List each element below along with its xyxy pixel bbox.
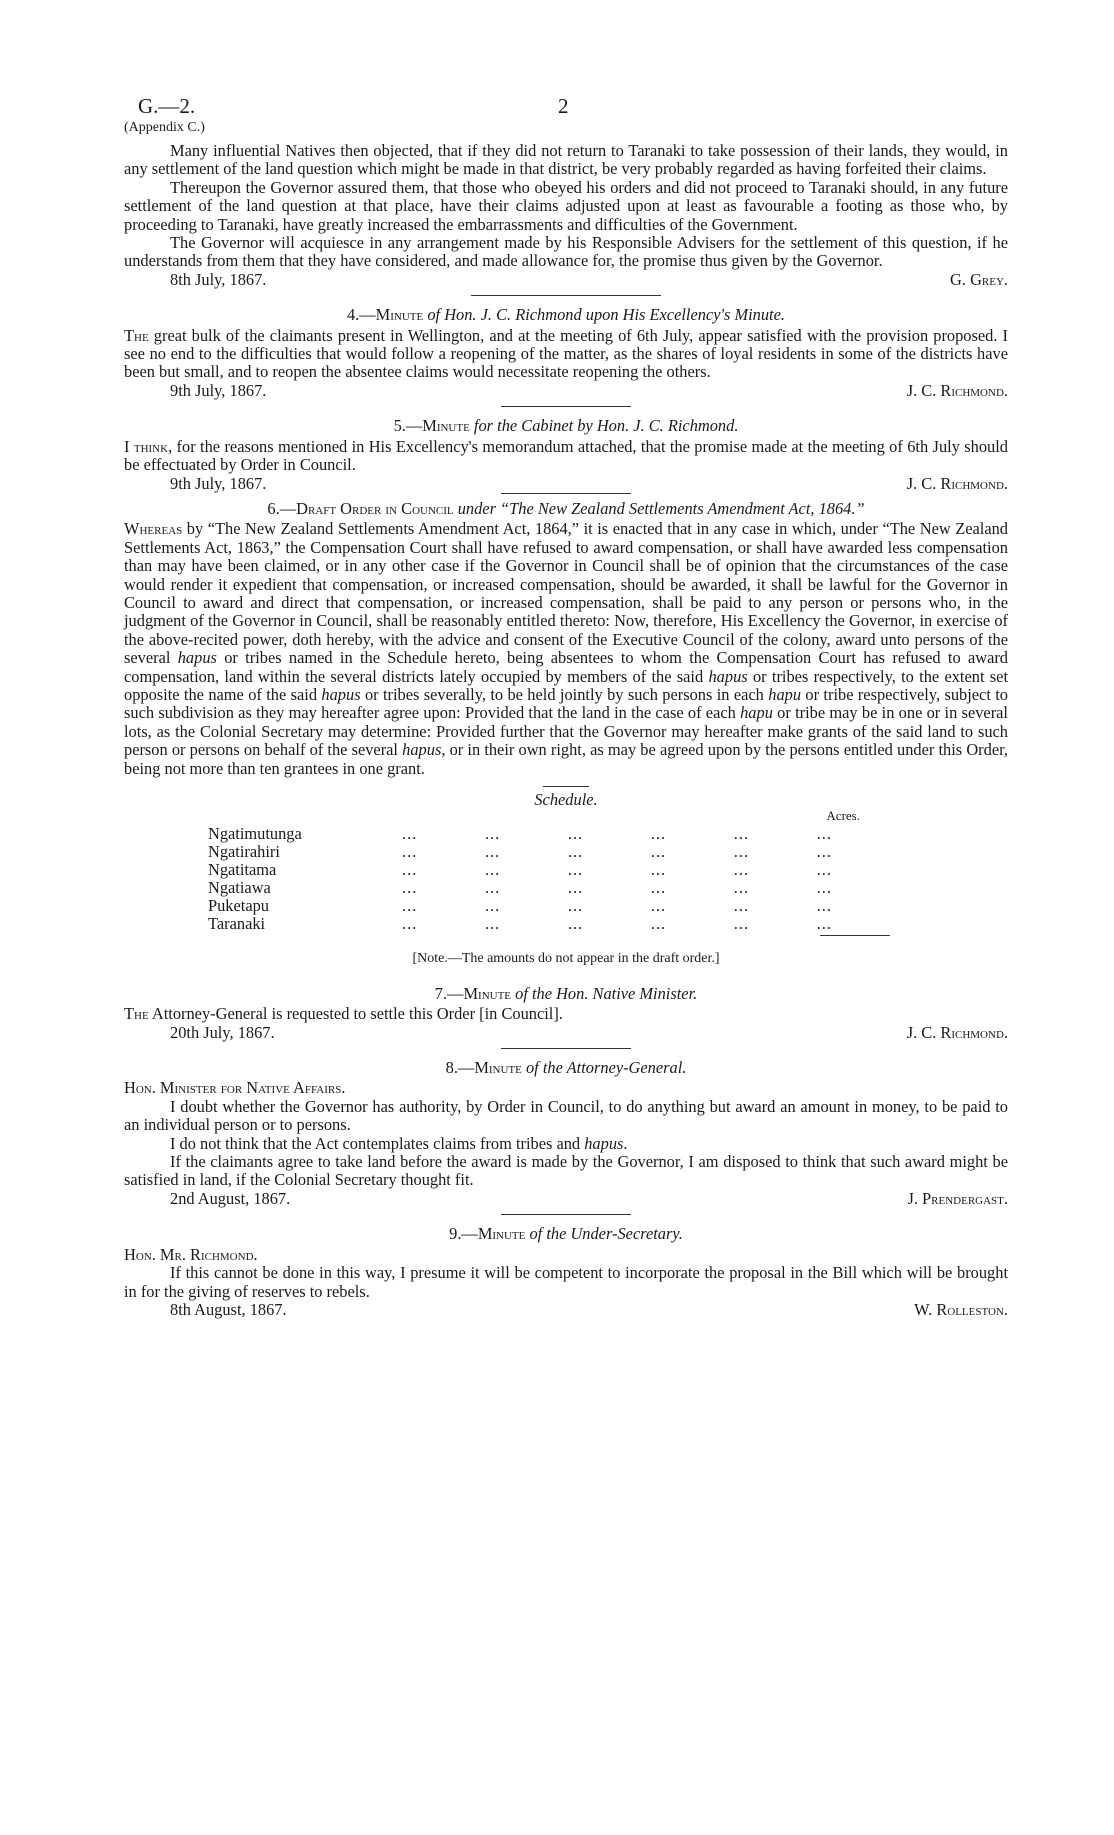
schedule-tribe: Ngatirahiri [208,842,280,862]
intro-dateline [124,271,1008,289]
section-4-body: The great bulk of the claimants present in Wellington, and at the meeting of 6th July, appear satisfied with the provision proposed. I see no end to the difficulties that would follow a reopening of the matter, as the shares of loyal residents in some of the districts have been but small, and to reopen the absentee claims would necessitate reopening the others. [124,325,1008,382]
section-5-body: I think, for the reasons mentioned in His Excellency's memorandum attached, that the promise made at the meeting of 6th July should be effectuated by Order in Council. [124,436,1008,475]
intro-paragraph-1: Many influential Natives then objected, that if they did not return to Taranaki to take possession of their lands, they would, in any settlement of the land question which might be made in that district, be very probably regarded as having forfeited their claims. [124,141,1008,179]
section-8-addressee: Hon. Minister for Native Affairs. [124,1078,346,1098]
section-divider [501,1048,631,1049]
schedule-tribe: Ngatimutunga [208,824,302,844]
section-7-signature: J. C. Richmond. [906,1022,1008,1042]
section-4-signature: J. C. Richmond. [906,380,1008,400]
schedule-table [124,809,1008,944]
section-8-paragraph-2: I do not think that the Act contemplates claims from tribes and hapus. [170,1133,628,1153]
dot-leader-row: ... ... ... ... ... ... [402,878,832,898]
section-8-signature: J. Prendergast. [907,1188,1008,1208]
section-6-body: Whereas by “The New Zealand Settlements Amendment Act, 1864,” it is enacted that in any case in which, under “The New Zealand Settlements Act, 1863,” the Compensation Court shall have refused to award compensation, or shall have awarded less compensation than may have been claimed, or in any other case if the Governor in Council shall be of opinion that the circumstances of the case would render it expedient that compensation, or increased compensation, should be awarded, it shall be lawful for the Governor in Council to award and direct that compensation, or increased compensation, shall be paid to any person or persons who, in the judgment of the Governor in Council, shall be reasonably entitled thereto: Now, therefore, His Excellency the Governor, in exercise of the above-recited power, doth hereby, with the advice and consent of the Executive Council of the colony, award unto persons of the several hapus or tribes named in the Schedule hereto, being absentees to whom the Compensation Court has refused to award compensation, land within the several districts lately occupied by members of the said hapus or tribes respectively, to the extent set opposite the name of the said hapus or tribes severally, to be held jointly by such persons in each hapu or tribe respectively, subject to such subdivision as they may hereafter agree upon: Provided that the land in the case of each hapu or tribe may be in one or in several lots, as the Colonial Secretary may determine: Provided further that the Governor may hereafter make grants of the said land to such person or persons on behalf of the several hapus, or in their own right, as may be agreed upon by the persons entitled under this Order, being not more than ten grantees in one grant. [124,519,1009,778]
intro-signature: G. Grey. [950,269,1008,289]
section-9-paragraph-1: If this cannot be done in this way, I presume it will be competent to incorporate the proposal in the Bill which will be brought in for the giving of reserves to rebels. [124,1263,1008,1301]
section-5-title: 5.—Minute for the Cabinet by Hon. J. C. Richmond. [393,416,739,436]
section-7-body: The Attorney-General is requested to settle this Order [in Council]. [124,1004,563,1024]
section-4-title: 4.—Minute of Hon. J. C. Richmond upon His Excellency's Minute. [346,305,785,325]
section-9-title: 9.—Minute of the Under-Secretary. [449,1224,683,1244]
appendix-label: (Appendix C.) [124,120,205,135]
page-number: 2 [558,94,569,118]
section-7-dateline: 20th July, 1867. J. C. Richmond. [170,1022,1008,1042]
section-7-title: 7.—Minute of the Hon. Native Minister. [434,983,698,1003]
intro-date: 8th July, 1867. [170,269,267,289]
dot-leader-row: ... ... ... ... ... ... [402,896,832,916]
dot-leader-row: ... ... ... ... ... ... [402,842,832,862]
section-8-paragraph-1: I doubt whether the Governor has authority, by Order in Council, to do anything but award an amount in money, to be paid to an individual person or to persons. [124,1096,1008,1135]
schedule-note: [Note.—The amounts do not appear in the draft order.] [412,951,720,967]
section-5-signature: J. C. Richmond. [906,473,1008,493]
document-body [124,142,1008,1319]
intro-paragraph-3: The Governor will acquiesce in any arrangement made by his Responsible Advisers for the settlement of this question, if he understands from them that they have considered, and made allowance for, the promise thus given by the Governor. [124,233,1008,271]
dot-leader-row: ... ... ... ... ... ... [402,914,832,934]
section-divider [501,1214,631,1215]
section-divider [471,295,661,296]
section-8-paragraph-3: If the claimants agree to take land before the award is made by the Governor, I am disposed to think that such award might be satisfied in land, if the Colonial Secretary thought fit. [124,1152,1008,1190]
section-4-dateline: 9th July, 1867. J. C. Richmond. [170,380,1008,400]
section-8-dateline: 2nd August, 1867. J. Prendergast. [170,1188,1008,1208]
schedule-title: Schedule. [534,790,598,809]
section-5-dateline: 9th July, 1867. J. C. Richmond. [170,473,1008,493]
schedule-tribe: Puketapu [208,896,270,916]
dot-leader-row: ... ... ... ... ... ... [402,860,832,880]
intro-paragraph-2: Thereupon the Governor assured them, that those who obeyed his orders and did not proceed to Taranaki should, in any future settlement of the land question at that place, have their claims adjusted upon at least as favourable a footing as those who, by proceeding to Taranaki, have greatly increased the embarrassments and difficulties of the Government. [124,177,1008,234]
schedule-tribe: Taranaki [208,914,266,934]
acres-total-rule [820,935,890,936]
dot-leader-row: ... ... ... ... ... ... [402,824,832,844]
section-9-dateline: 8th August, 1867. W. Rolleston. [170,1299,1008,1319]
section-9-addressee: Hon. Mr. Richmond. [124,1244,258,1264]
acres-column-header: Acres. [826,808,860,824]
schedule-tribe: Ngatitama [208,860,277,880]
schedule-tribe: Ngatiawa [208,878,271,898]
section-divider [543,786,589,787]
section-9-signature: W. Rolleston. [914,1299,1008,1319]
paper-reference: G.—2. [138,94,196,118]
section-6-title: 6.—Draft Order in Council under “The New Zealand Settlements Amendment Act, 1864.” [267,498,865,518]
section-divider [501,406,631,407]
section-8-title: 8.—Minute of the Attorney-General. [445,1058,687,1078]
section-divider [501,493,631,494]
